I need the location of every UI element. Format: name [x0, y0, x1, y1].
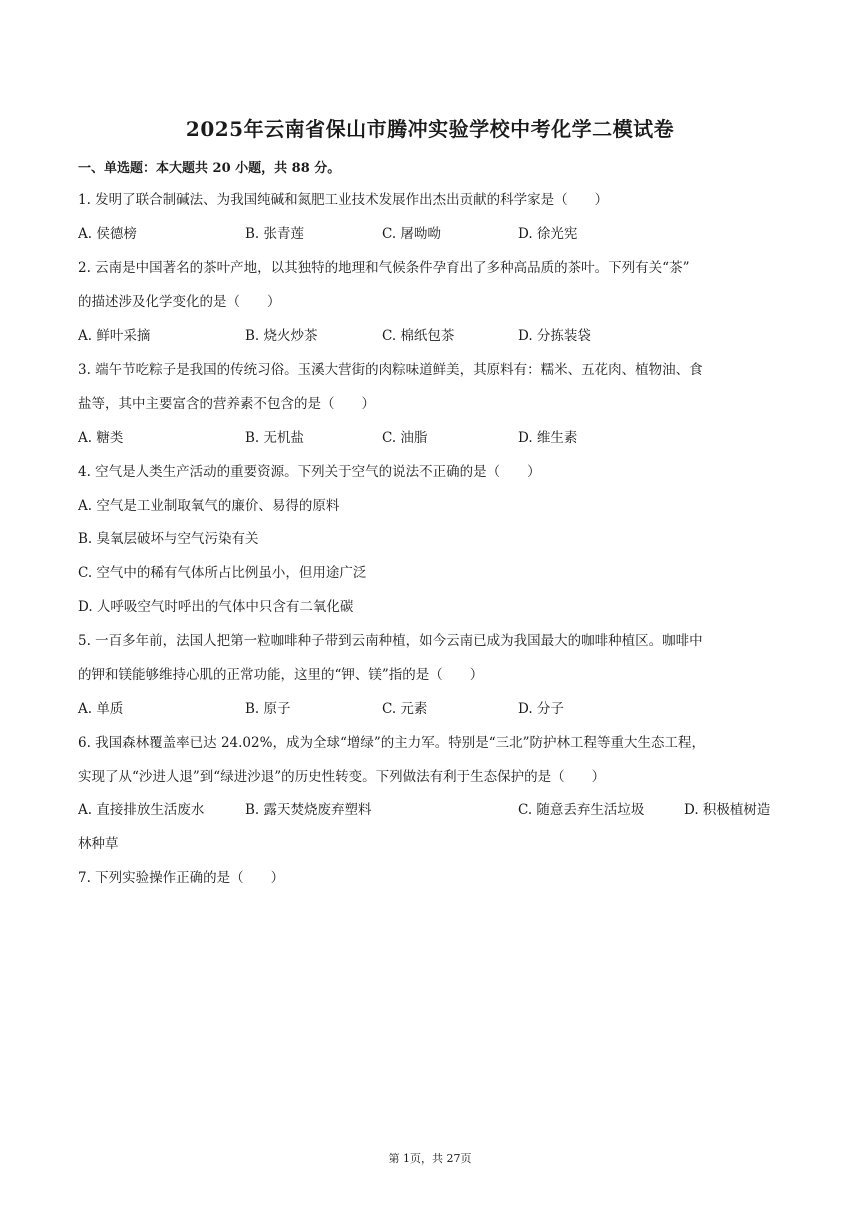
question-4-option-a: A. 空气是工业制取氧气的廉价、易得的原料 — [78, 498, 340, 514]
question-4-option-c: C. 空气中的稀有气体所占比例虽小，但用途广泛 — [78, 565, 367, 581]
question-3-option-b: B. 无机盐 — [245, 430, 305, 446]
question-2-option-d: D. 分拣装袋 — [518, 328, 591, 344]
question-6-option-c: C. 随意丢弃生活垃圾 — [518, 802, 645, 818]
question-6-option-d: D. 积极植树造 — [684, 802, 771, 818]
page-title: 2025年云南省保山市腾冲实验学校中考化学二模试卷 — [185, 117, 675, 141]
question-5-stem-line-2: 的钾和镁能够维持心肌的正常功能，这里的“钾、镁”指的是（ ） — [78, 667, 484, 683]
question-4-stem: 4. 空气是人类生产活动的重要资源。下列关于空气的说法不正确的是（ ） — [78, 464, 541, 480]
question-1-option-c: C. 屠呦呦 — [382, 226, 441, 242]
question-3-stem-line-2: 盐等，其中主要富含的营养素不包含的是（ ） — [78, 396, 375, 412]
question-1-option-a: A. 侯德榜 — [78, 226, 137, 242]
question-4-option-d: D. 人呼吸空气时呼出的气体中只含有二氧化碳 — [78, 599, 354, 615]
question-1-stem: 1. 发明了联合制碱法、为我国纯碱和氮肥工业技术发展作出杰出贡献的科学家是（ ） — [78, 192, 609, 208]
question-5-option-b: B. 原子 — [245, 701, 291, 717]
question-4-option-b: B. 臭氧层破坏与空气污染有关 — [78, 531, 259, 547]
question-5-stem-line-1: 5. 一百多年前，法国人把第一粒咖啡种子带到云南种植，如今云南已成为我国最大的咖啡种植区。咖啡中 — [78, 633, 703, 649]
question-6-option-a: A. 直接排放生活废水 — [78, 802, 205, 818]
question-3-option-c: C. 油脂 — [382, 430, 428, 446]
question-6-option-b: B. 露天焚烧废弃塑料 — [245, 802, 372, 818]
question-6-option-d-continued: 林种草 — [78, 836, 119, 852]
page-footer: 第 1页，共 27页 — [388, 1152, 472, 1165]
question-2-option-c: C. 棉纸包茶 — [382, 328, 455, 344]
question-3-option-a: A. 糖类 — [78, 430, 124, 446]
question-3-stem-line-1: 3. 端午节吃粽子是我国的传统习俗。玉溪大营街的肉粽味道鲜美，其原料有：糯米、五花肉、植物油、食 — [78, 362, 703, 378]
question-6-stem-line-2: 实现了从“沙进人退”到“绿进沙退”的历史性转变。下列做法有利于生态保护的是（ ） — [78, 769, 606, 785]
question-3-option-d: D. 维生素 — [518, 430, 578, 446]
question-2-stem-line-1: 2. 云南是中国著名的茶叶产地，以其独特的地理和气候条件孕育出了多种高品质的茶叶。下列有关“茶” — [78, 260, 690, 276]
section-heading: 一、单选题：本大题共 20 小题，共 88 分。 — [78, 161, 341, 176]
question-6-stem-line-1: 6. 我国森林覆盖率已达 24.02%，成为全球“增绿”的主力军。特别是“三北”防护林工程等重大生态工程， — [78, 735, 706, 751]
question-2-option-b: B. 烧火炒茶 — [245, 328, 318, 344]
question-5-option-d: D. 分子 — [518, 701, 564, 717]
question-2-option-a: A. 鲜叶采摘 — [78, 328, 151, 344]
question-5-option-c: C. 元素 — [382, 701, 428, 717]
question-1-option-b: B. 张青莲 — [245, 226, 305, 242]
question-1-option-d: D. 徐光宪 — [518, 226, 578, 242]
question-2-stem-line-2: 的描述涉及化学变化的是（ ） — [78, 294, 281, 310]
question-7-stem: 7. 下列实验操作正确的是（ ） — [78, 870, 285, 886]
question-5-option-a: A. 单质 — [78, 701, 124, 717]
